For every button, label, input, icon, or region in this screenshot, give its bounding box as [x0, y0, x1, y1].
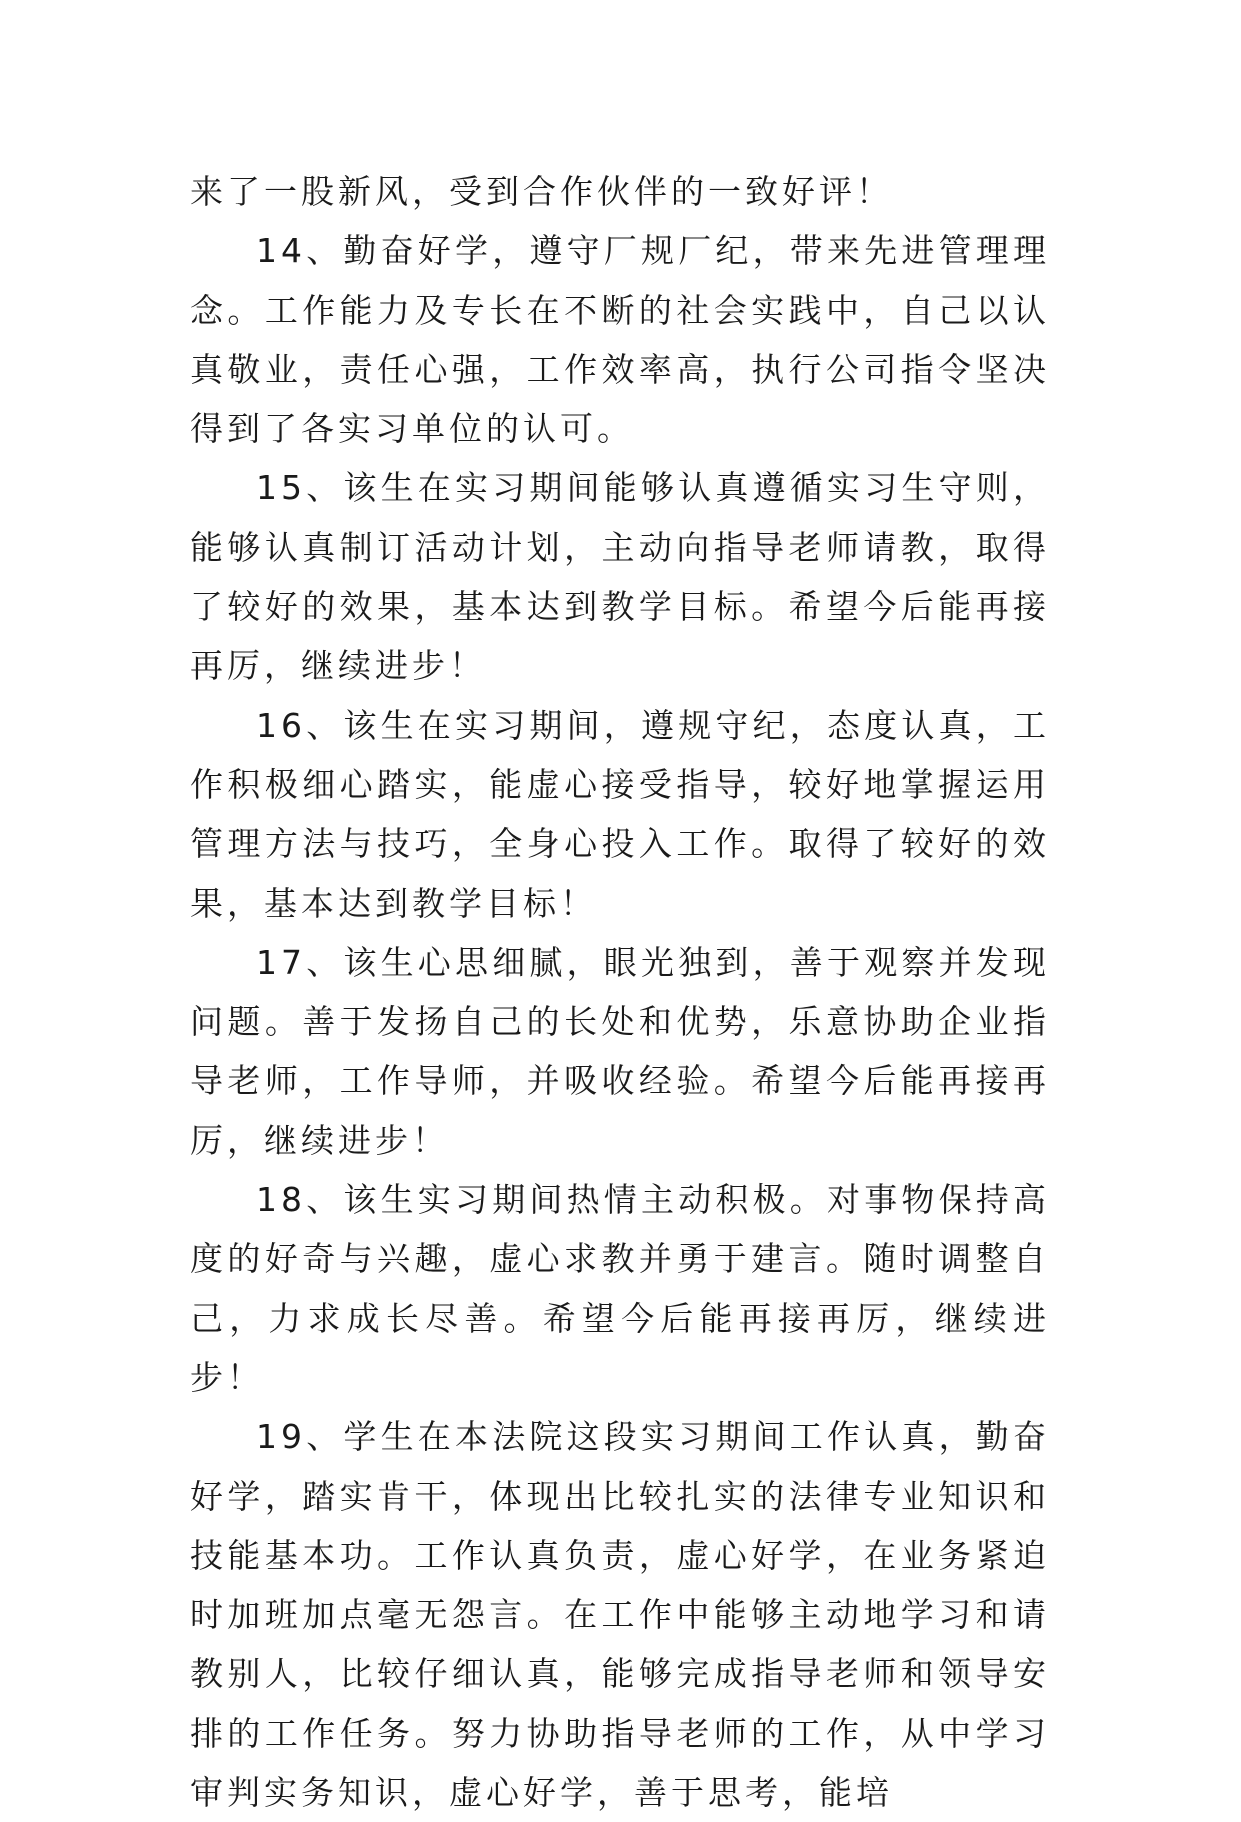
paragraph-item-16: 16、该生在实习期间，遵规守纪，态度认真，工作积极细心踏实，能虚心接受指导，较好地掌握运用管理方法与技巧，全身心投入工作。取得了较好的效果，基本达到教学目标！	[190, 705, 1050, 923]
paragraph-item-19: 19、学生在本法院这段实习期间工作认真，勤奋好学，踏实肯干，体现出比较扎实的法律专业知识和技能基本功。工作认真负责，虚心好学，在业务紧迫时加班加点毫无怨言。在工作中能够主动地学习和请教别人，比较仔细认真，能够完成指导老师和领导安排的工作任务。努力协助指导老师的工作，从中学习审判实务知识，虚心好学，善于思考，能培	[190, 1417, 1050, 1813]
paragraph-item-15: 15、该生在实习期间能够认真遵循实习生守则，能够认真制订活动计划，主动向指导老师请教，取得了较好的效果，基本达到教学目标。希望今后能再接再厉，继续进步！	[190, 468, 1050, 686]
paragraph-item-18: 18、该生实习期间热情主动积极。对事物保持高度的好奇与兴趣，虚心求教并勇于建言。随时调整自己，力求成长尽善。希望今后能再接再厉，继续进步！	[190, 1180, 1050, 1397]
paragraph-item-14: 14、勤奋好学，遵守厂规厂纪，带来先进管理理念。工作能力及专长在不断的社会实践中，自己以认真敬业，责任心强，工作效率高，执行公司指令坚决得到了各实习单位的认可。	[190, 231, 1050, 449]
document-body	[190, 162, 1050, 1822]
paragraph-item-17: 17、该生心思细腻，眼光独到，善于观察并发现问题。善于发扬自己的长处和优势，乐意协助企业指导老师，工作导师，并吸收经验。希望今后能再接再厉，继续进步！	[190, 942, 1050, 1160]
paragraph-continuation: 来了一股新风，受到合作伙伴的一致好评！	[190, 172, 893, 211]
